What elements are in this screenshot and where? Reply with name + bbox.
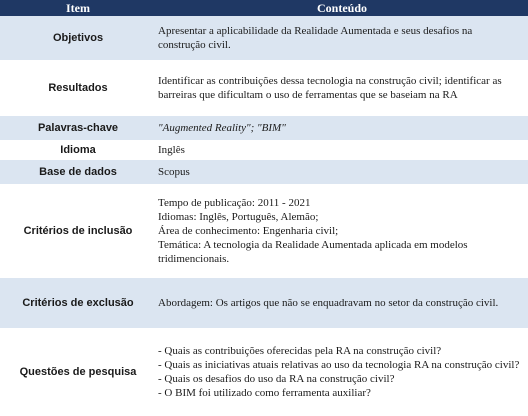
row-line: Apresentar a aplicabilidade da Realidade Aumentada e seus desafios na (158, 25, 473, 37)
row-value (156, 60, 528, 116)
row-line: - Quais os desafios do uso da RA na construção civil? (158, 373, 395, 385)
table-header (0, 0, 528, 16)
row-line: Identificar as contribuições dessa tecnologia na construção civil; identificar as (158, 75, 502, 87)
row-line: Scopus (158, 166, 190, 178)
row-key: Critérios de exclusão (0, 278, 156, 328)
row-key: Base de dados (0, 160, 156, 184)
row-line: Tempo de publicação: 2011 - 2021 (158, 197, 311, 209)
row-value (156, 16, 528, 60)
row-line: Inglês (158, 144, 185, 156)
row-key: Idioma (0, 140, 156, 160)
row-value (156, 278, 528, 328)
table-row-palavras-chave (0, 116, 528, 140)
table-row-base-de-dados (0, 160, 528, 184)
table-row-objetivos (0, 16, 528, 60)
row-line: construção civil. (158, 39, 231, 51)
row-line: "Augmented Reality"; "BIM" (158, 122, 286, 134)
row-line: barreiras que dificultam o uso de ferramentas que se baseiam na RA (158, 89, 458, 101)
row-value (156, 160, 528, 184)
header-conteudo: Conteúdo (156, 0, 528, 16)
row-key: Objetivos (0, 16, 156, 60)
row-value (156, 116, 528, 140)
row-line: - Quais as contribuições oferecidas pela RA na construção civil? (158, 345, 442, 357)
row-key: Resultados (0, 60, 156, 116)
table-row-criterios-inclusao (0, 184, 528, 278)
row-line: Idiomas: Inglês, Português, Alemão; (158, 211, 319, 223)
table-row-criterios-exclusao (0, 278, 528, 328)
row-line: tridimencionais. (158, 253, 230, 265)
table-row-questoes-pesquisa (0, 328, 528, 416)
row-line: Área de conhecimento: Engenharia civil; (158, 225, 339, 237)
row-key: Critérios de inclusão (0, 184, 156, 278)
row-value (156, 328, 528, 416)
row-value (156, 140, 528, 160)
row-line: - Quais as iniciativas atuais relativas ao uso da tecnologia RA na construção civil? (158, 359, 520, 371)
table-row-idioma (0, 140, 528, 160)
row-key: Palavras-chave (0, 116, 156, 140)
row-key: Questões de pesquisa (0, 328, 156, 416)
table-row-resultados (0, 60, 528, 116)
row-line: Temática: A tecnologia da Realidade Aumentada aplicada em modelos (158, 239, 468, 251)
row-line: - O BIM foi utilizado como ferramenta auxiliar? (158, 387, 371, 399)
row-line: Abordagem: Os artigos que não se enquadravam no setor da construção civil. (158, 297, 499, 309)
header-item: Item (0, 0, 156, 16)
row-value (156, 184, 528, 278)
